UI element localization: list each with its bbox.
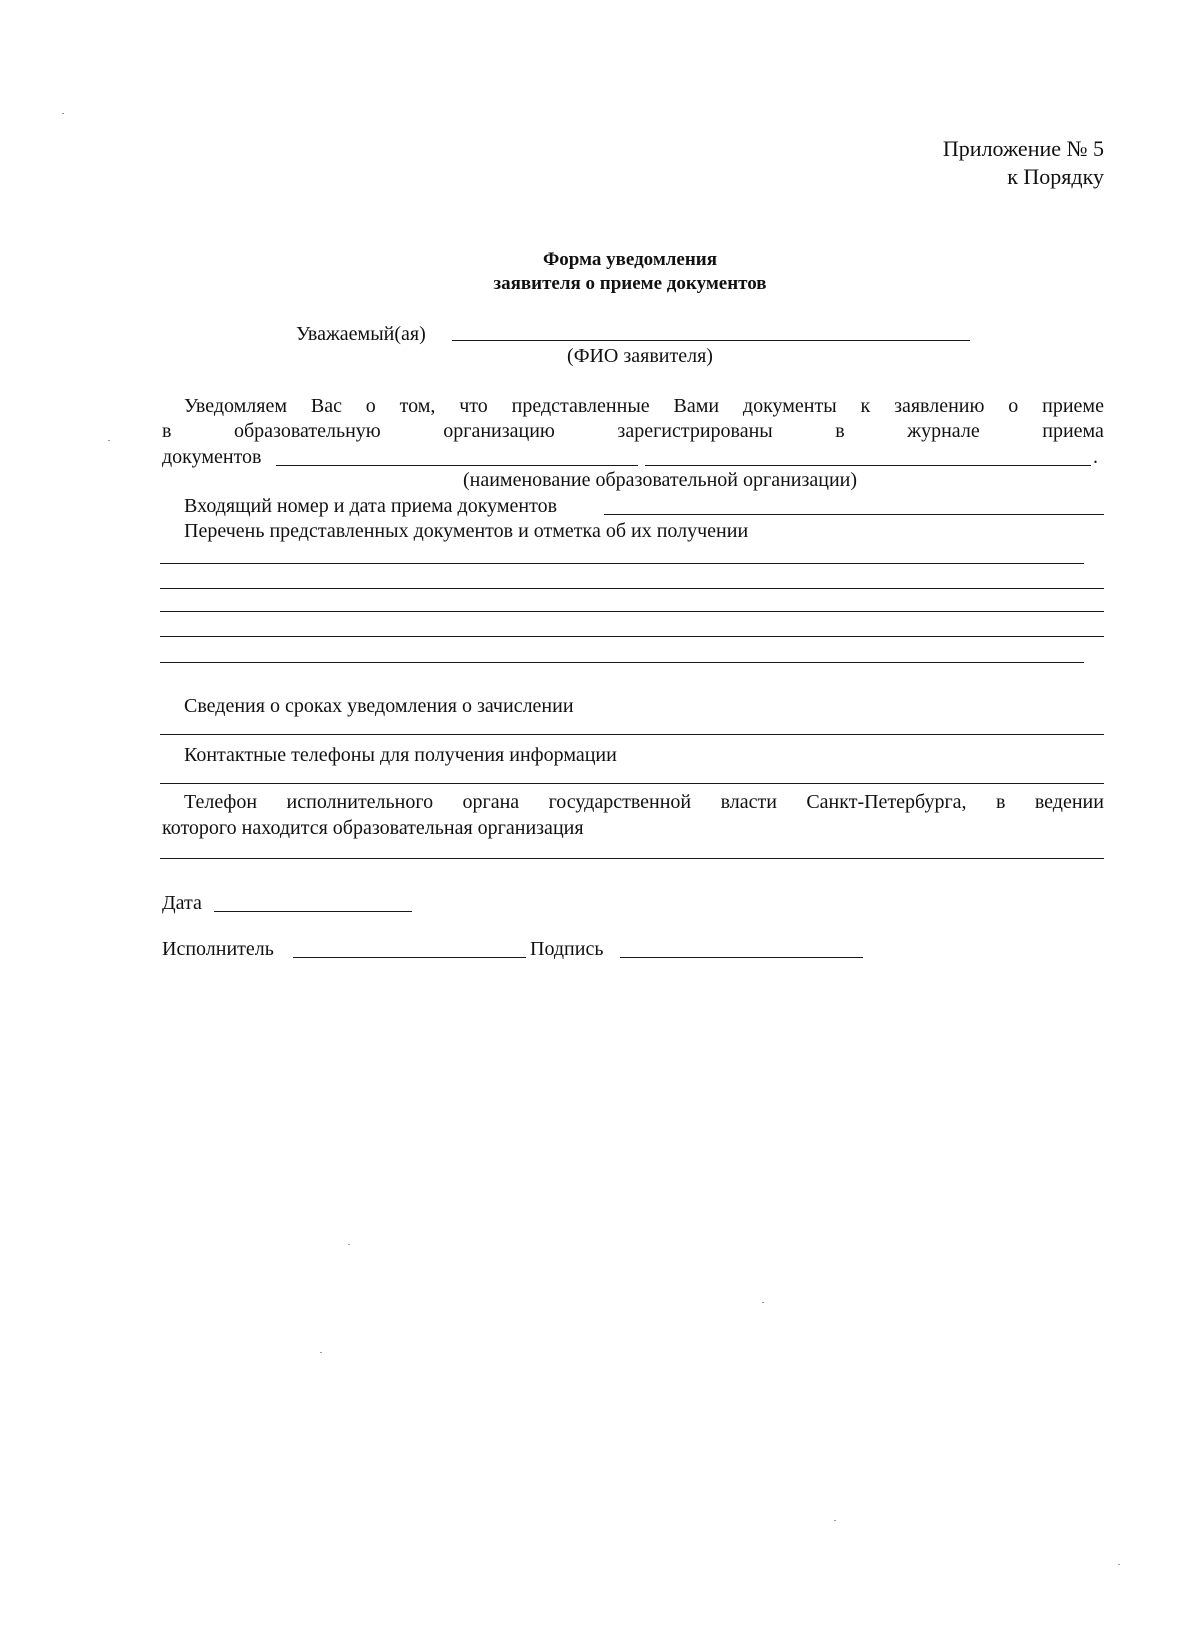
word: организацию (443, 420, 555, 442)
greeting-label: Уважаемый(ая) (296, 323, 426, 345)
word: заявлению (894, 395, 985, 417)
word: в (995, 791, 1006, 813)
documents-list-line-4[interactable] (160, 636, 1104, 637)
word: к (860, 395, 871, 417)
form-title-line-2: заявителя о приеме документов (493, 273, 767, 294)
date-label: Дата (162, 892, 202, 914)
word: в (162, 420, 172, 442)
word: приеме (1042, 395, 1104, 417)
word: государственной (548, 791, 692, 813)
documents-list-line-5[interactable] (160, 662, 1084, 663)
word: журнале (907, 420, 980, 442)
registration-journal-line-b[interactable] (645, 465, 1091, 466)
word: Санкт-Петербурга, (806, 791, 967, 813)
word: документы (742, 395, 837, 417)
documents-list-line-3[interactable] (160, 611, 1104, 612)
scan-speck (348, 1244, 350, 1245)
scan-speck (1118, 1564, 1120, 1565)
word: в (835, 420, 845, 442)
word: Вас (310, 395, 342, 417)
word: том, (399, 395, 436, 417)
word: Телефон (184, 791, 258, 813)
executor-line[interactable] (293, 957, 526, 958)
word: власти (720, 791, 777, 813)
authority-phone-line[interactable] (160, 858, 1104, 859)
appendix-line-2: к Порядку (1007, 164, 1104, 189)
signature-line[interactable] (620, 957, 863, 958)
contacts-line[interactable] (160, 783, 1104, 784)
enrollment-notice-line[interactable] (160, 734, 1104, 735)
word: приема (1042, 420, 1104, 442)
documents-list-label: Перечень представленных документов и отметка об их получении (184, 520, 749, 542)
word: образовательную (233, 420, 381, 442)
word: о (1008, 395, 1019, 417)
scan-speck (834, 1520, 836, 1521)
word: представленные (511, 395, 650, 417)
incoming-number-label: Входящий номер и дата приема документов (184, 495, 558, 517)
signature-label: Подпись (530, 938, 604, 960)
enrollment-notice-label: Сведения о сроках уведомления о зачислении (184, 695, 574, 717)
scan-speck (62, 113, 64, 114)
org-name-caption: (наименование образовательной организации) (462, 469, 858, 491)
word: исполнительного (286, 791, 434, 813)
documents-list-line-1[interactable] (160, 563, 1084, 564)
incoming-number-line[interactable] (604, 514, 1104, 515)
word: органа (462, 791, 520, 813)
contacts-label: Контактные телефоны для получения информации (184, 744, 617, 766)
documents-list-line-2[interactable] (160, 588, 1104, 589)
appendix-line-1: Приложение № 5 (942, 136, 1104, 161)
date-line[interactable] (214, 911, 412, 912)
notice-documents-label: документов (162, 446, 262, 468)
notice-period: . (1093, 446, 1098, 468)
scan-speck (108, 440, 110, 441)
scan-speck (762, 1302, 764, 1303)
applicant-name-caption: (ФИО заявителя) (567, 345, 713, 367)
notice-row-2 (162, 420, 1104, 443)
authority-phone-row-1 (184, 791, 1104, 814)
word: Вами (673, 395, 720, 417)
applicant-name-line[interactable] (452, 340, 970, 341)
word: зарегистрированы (617, 420, 773, 442)
word: о (365, 395, 376, 417)
scan-speck (320, 1352, 322, 1353)
word: Уведомляем (184, 395, 288, 417)
registration-journal-line-a[interactable] (276, 465, 638, 466)
executor-label: Исполнитель (162, 938, 274, 960)
form-title-line-1: Форма уведомления (542, 249, 718, 270)
word: что (459, 395, 488, 417)
notice-row-1 (184, 395, 1104, 418)
authority-phone-row-2: которого находится образовательная организация (162, 817, 584, 839)
word: ведении (1034, 791, 1104, 813)
